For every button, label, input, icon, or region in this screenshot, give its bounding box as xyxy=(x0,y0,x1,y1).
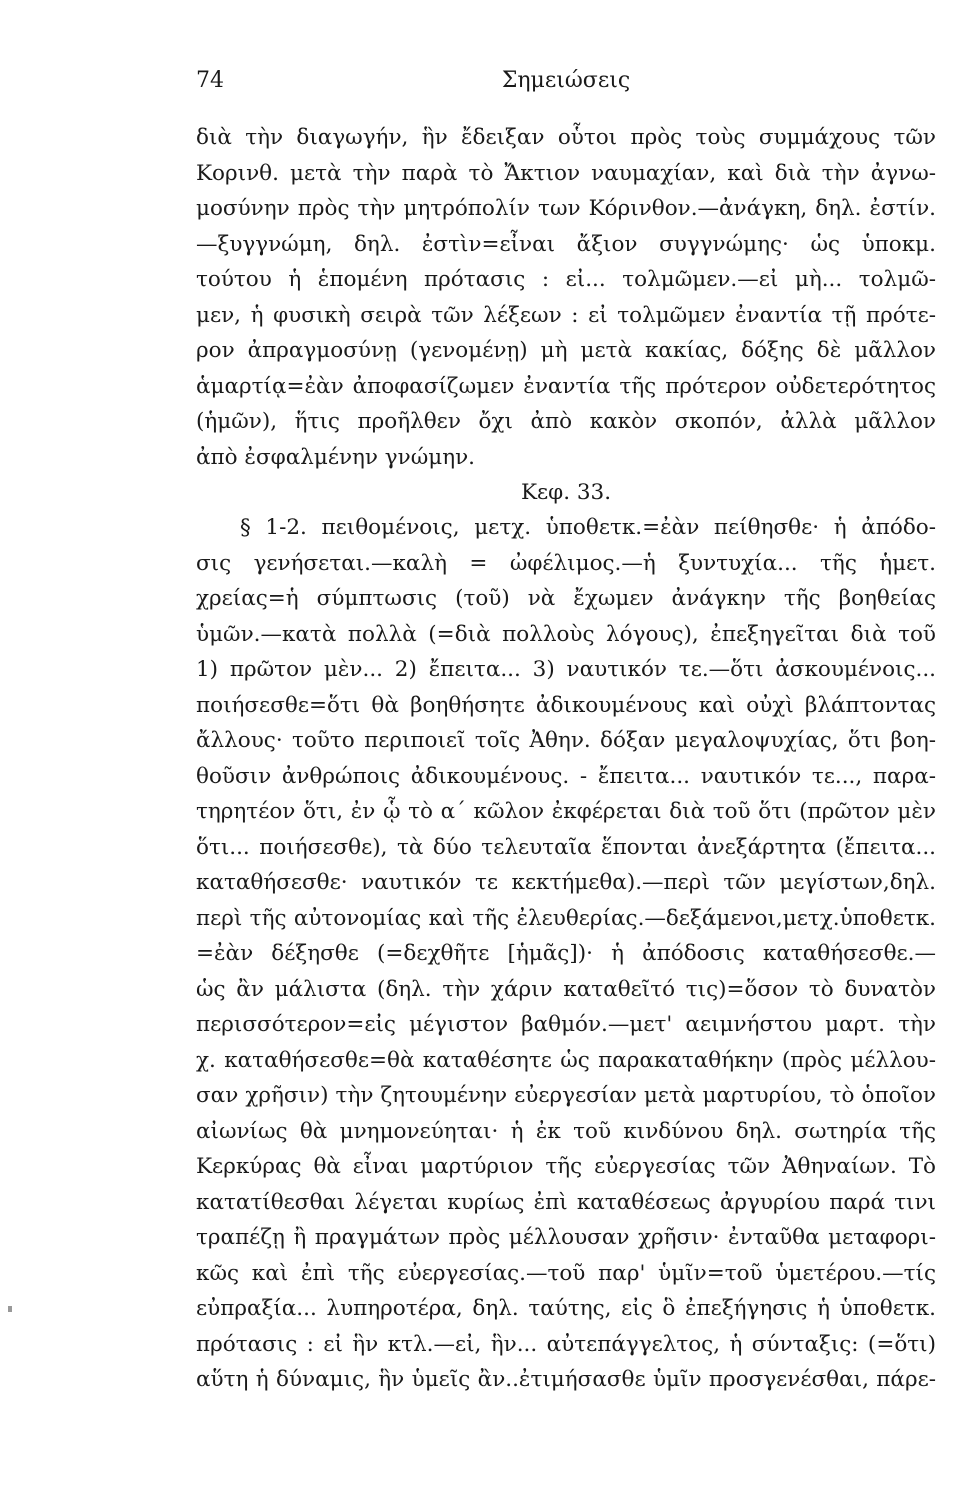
chapter-heading-block xyxy=(196,475,936,511)
chapter-heading: Κεφ. 33. xyxy=(520,480,612,505)
margin-speck xyxy=(8,1306,12,1312)
text-line: (ἡμῶν), ἥτις προῆλθεν ὄχι ἀπὸ κακὸν σκοπόν, ἀλλὰ μᾶλλον xyxy=(196,409,936,434)
text-line: μοσύνην πρὸς τὴν μητρόπολίν των Κόρινθον.—ἀνάγκη, δηλ. ἐστίν. xyxy=(196,196,936,221)
text-line: ὑμῶν.—κατὰ πολλὰ (=διὰ πολλοὺς λόγους), ἐπεξηγεῖται διὰ τοῦ xyxy=(196,621,936,647)
text-line: εὐπραξία... λυπηροτέρα, δηλ. ταύτης, εἰς ὃ ἐπεξήγησις ἡ ὑποθετκ. xyxy=(196,1296,936,1321)
text-line: καταθήσεσθε· ναυτικόν τε κεκτήμεθα).—περὶ τῶν μεγίστων,δηλ. xyxy=(196,870,936,895)
notes-paragraph-1 xyxy=(196,120,936,475)
text-line: χρείας=ἡ σύμπτωσις (τοῦ) νὰ ἔχωμεν ἀνάγκην τῆς βοηθείας xyxy=(196,586,936,611)
page-number: 74 xyxy=(196,68,224,93)
running-header xyxy=(196,68,936,108)
text-line: § 1-2. πειθομένοις, μετχ. ὑποθετκ.=ἐὰν πείθησθε· ἡ ἀπόδο- xyxy=(240,515,936,540)
text-line: σαν χρῆσιν) τὴν ζητουμένην εὐεργεσίαν μετὰ μαρτυρίου, τὸ ὁποῖον xyxy=(196,1083,936,1108)
text-line: αὕτη ἡ δύναμις, ἣν ὑμεῖς ἂν..ἐτιμήσασθε ὑμῖν προσγενέσθαι, πάρε- xyxy=(196,1367,936,1392)
text-line: ὡς ἂν μάλιστα (δηλ. τὴν χάριν καταθεῖτό τις)=ὅσον τὸ δυνατὸν xyxy=(196,976,936,1002)
text-line: κατατίθεσθαι λέγεται κυρίως ἐπὶ καταθέσεως ἀργυρίου παρά τινι xyxy=(196,1189,936,1215)
text-line: χ. καταθήσεσθε=θὰ καταθέσητε ὡς παρακαταθήκην (πρὸς μέλλου- xyxy=(196,1047,936,1073)
text-line: περισσότερον=εἰς μέγιστον βαθμόν.—μετ' αειμνήστου μαρτ. τὴν xyxy=(196,1012,936,1037)
text-line: —ξυγγνώμη, δηλ. ἐστὶν=εἶναι ἄξιον συγγνώμης· ὡς ὑποκμ. xyxy=(196,231,936,257)
text-line: διὰ τὴν διαγωγήν, ἣν ἔδειξαν οὗτοι πρὸς τοὺς συμμάχους τῶν xyxy=(196,125,936,150)
text-line: ποιήσεσθε=ὅτι θὰ βοηθήσητε ἀδικουμένους καὶ οὐχὶ βλάπτοντας xyxy=(196,692,936,718)
text-line: κῶς καὶ ἐπὶ τῆς εὐεργεσίας.—τοῦ παρ' ὑμῖν=τοῦ ὑμετέρου.—τίς xyxy=(196,1260,936,1286)
text-line: τραπέζῃ ἢ πραγμάτων πρὸς μέλλουσαν χρῆσιν· ἐνταῦθα μεταφορι- xyxy=(196,1225,936,1250)
text-line: Κερκύρας θὰ εἶναι μαρτύριον τῆς εὐεργεσίας τῶν Ἀθηναίων. Τὸ xyxy=(196,1154,936,1179)
text-line: ἄλλους· τοῦτο περιποιεῖ τοῖς Ἀθην. δόξαν μεγαλοψυχίας, ὅτι βοη- xyxy=(196,728,936,753)
text-line: 1) πρῶτον μὲν... 2) ἔπειτα... 3) ναυτικόν τε.—ὅτι ἀσκουμένοις... xyxy=(196,657,936,682)
text-line: ἀπὸ ἐσφαλμένην γνώμην. xyxy=(196,444,476,470)
text-line: περὶ τῆς αὐτονομίας καὶ τῆς ἐλευθερίας.—δεξάμενοι,μετχ.ὑποθετκ. xyxy=(196,905,936,931)
text-line: Κορινθ. μετὰ τὴν παρὰ τὸ Ἄκτιον ναυμαχίαν, καὶ διὰ τὴν ἀγνω- xyxy=(196,160,936,186)
text-line: σις γενήσεται.—καλὴ = ὠφέλιμος.—ἡ ξυντυχία... τῆς ἡμετ. xyxy=(196,550,936,576)
text-line: τηρητέον ὅτι, ἐν ᾧ τὸ α΄ κῶλον ἐκφέρεται διὰ τοῦ ὅτι (πρῶτον μὲν xyxy=(196,799,936,824)
running-title: Σημειώσεις xyxy=(501,68,631,93)
text-line: μεν, ἡ φυσικὴ σειρὰ τῶν λέξεων : εἰ τολμῶμεν ἐναντία τῇ πρότε- xyxy=(196,302,936,328)
notes-paragraph-2 xyxy=(196,510,936,1398)
text-line: τούτου ἡ ἑπομένη πρότασις : εἰ... τολμῶμεν.—εἰ μὴ... τολμῶ- xyxy=(196,267,936,292)
text-line: πρότασις : εἰ ἣν κτλ.—εἰ, ἣν... αὐτεπάγγελτος, ἡ σύνταξις: (=ὅτι) xyxy=(196,1331,936,1357)
text-line: =ἐὰν δέξησθε (=δεχθῆτε [ἡμᾶς])· ἡ ἀπόδοσις καταθήσεσθε.— xyxy=(196,941,936,966)
text-line: θοῦσιν ἀνθρώποις ἀδικουμένους. - ἔπειτα... ναυτικόν τε..., παρα- xyxy=(196,763,936,789)
text-line: ὅτι... ποιήσεσθε), τὰ δύο τελευταῖα ἕπονται ἀνεξάρτητα (ἔπειτα... xyxy=(196,834,936,860)
text-line: αἰωνίως θὰ μνημονεύηται· ἡ ἐκ τοῦ κινδύνου δηλ. σωτηρία τῆς xyxy=(196,1118,936,1144)
text-line: ἁμαρτίᾳ=ἐὰν ἀποφασίζωμεν ἐναντία τῆς πρότερον οὐδετερότητος xyxy=(196,373,936,399)
text-line: ρον ἀπραγμοσύνῃ (γενομένῃ) μὴ μετὰ κακίας, δόξης δὲ μᾶλλον xyxy=(196,338,936,363)
